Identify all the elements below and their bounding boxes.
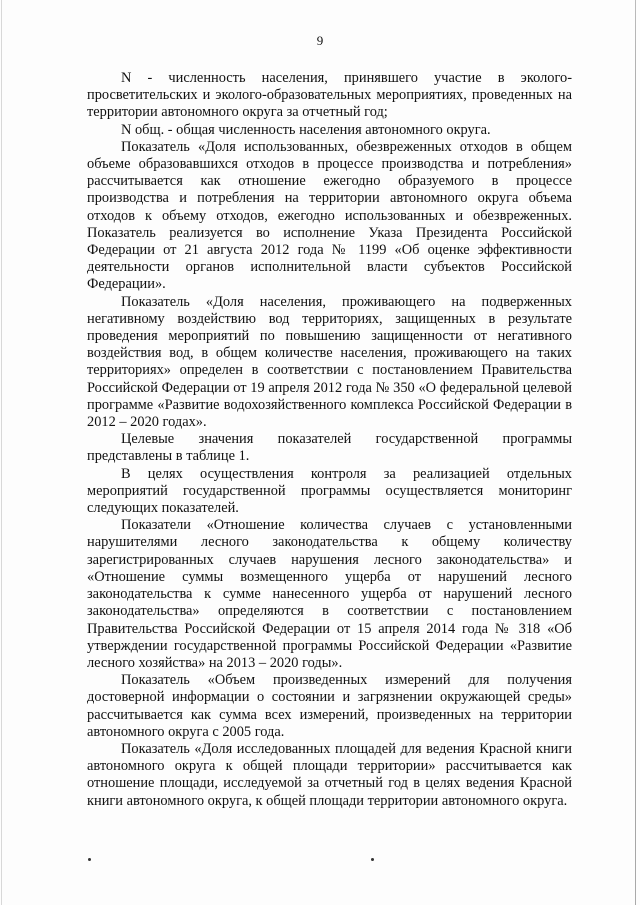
paragraph-n-definition: N - численность населения, принявшего участие в эколого-просветительских и эколого-образовательных мероприятиях, проведенных на территории автономного округа за отчетный год; (87, 70, 572, 121)
paragraph-target-values: Целевые значения показателей государственной программы представлены в таблице 1. (87, 431, 572, 465)
paragraph-measurements-indicator: Показатель «Объем произведенных измерений для получения достоверной информации о состоянии и загрязнении окружающей среды» рассчитывается как сумма всех измерений, произведенных на территории автономного округа с 2005 года. (87, 672, 572, 740)
paragraph-waste-indicator: Показатель «Доля использованных, обезвреженных отходов в общем объеме образовавшихся отходов в процессе производства и потребления» рассчитывается как отношение ежегодно образуемого в процессе производства и потребления на территории автономного округа объема отходов к объему отходов, ежегодно использованных и обезвреженных. Показатель реализуется во исполнение Указа Президента Российской Федерации от 21 августа 2012 года № 1199 «Об оценке эффективности деятельности органов исполнительной власти субъектов Российской Федерации». (87, 138, 572, 293)
scan-speck (371, 858, 374, 861)
paragraph-red-book-indicator: Показатель «Доля исследованных площадей для ведения Красной книги автономного округа к общей площади территории» рассчитывается как отношение площади, исследуемой за отчетный год в целях ведения Красной книги автономного округа, к общей площади территории автономного округа. (87, 740, 572, 809)
scan-edge-left (1, 0, 2, 905)
paragraph-n-total-definition: N общ. - общая численность населения автономного округа. (121, 121, 491, 138)
page-number: 9 (316, 33, 324, 48)
document-body (87, 70, 572, 810)
scan-speck (88, 858, 91, 861)
paragraph-forest-indicators: Показатели «Отношение количества случаев с установленными нарушителями лесного законодательства к общему количеству зарегистрированных случаев нарушения лесного законодательства» и «Отношение суммы возмещенного ущерба от нарушений лесного законодательства к сумме нанесенного ущерба от нарушений лесного законодательства» определяются в соответствии с постановлением Правительства Российской Федерации от 15 апреля 2014 года № 318 «Об утверждении государственной программы Российской Федерации «Развитие лесного хозяйства» на 2013 – 2020 годы». (87, 517, 572, 671)
paragraph-water-protection-indicator: Показатель «Доля населения, проживающего на подверженных негативному воздействию вод территориях, защищенных в результате проведения мероприятий по повышению защищенности от негативного воздействия вод, в общем количестве населения, проживающего на таких территориях» определен в соответствии с постановлением Правительства Российской Федерации от 19 апреля 2012 года № 350 «О федеральной целевой программе «Развитие водохозяйственного комплекса Российской Федерации в 2012 – 2020 годах». (87, 293, 572, 431)
paragraph-monitoring: В целях осуществления контроля за реализацией отдельных мероприятий государственной программы осуществляется мониторинг следующих показателей. (87, 465, 572, 517)
scan-edge-right (635, 0, 636, 905)
